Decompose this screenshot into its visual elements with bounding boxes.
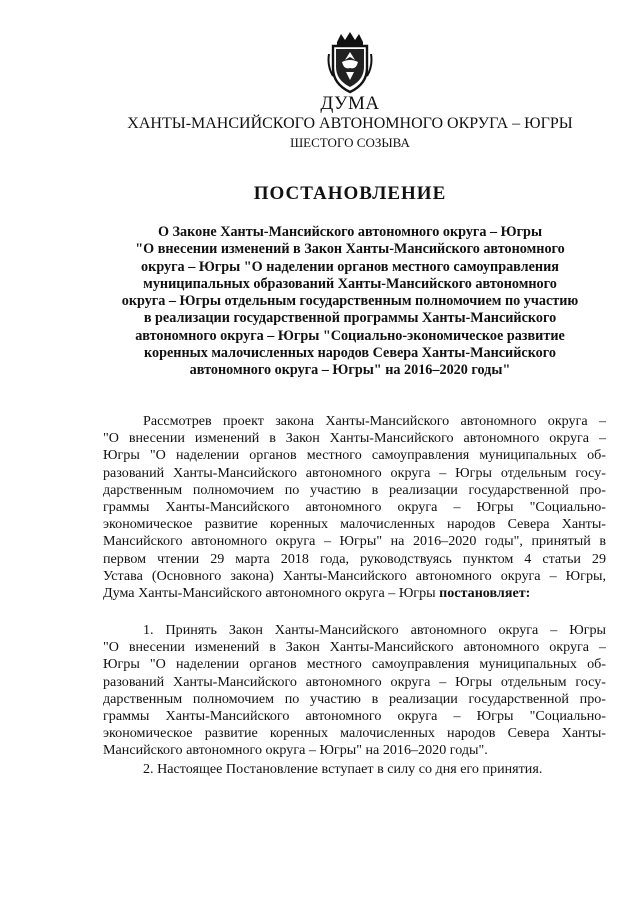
paragraph-line: граммы Ханты-Мансийского автономного округа – Югры "Социально-: [103, 498, 606, 515]
paragraph-line: дарственным полномочием по участию в реализации государственной про-: [103, 690, 606, 707]
paragraph-line: Югры "О наделении органов местного самоуправления муниципальных об-: [103, 656, 606, 673]
subject-line: О Законе Ханты-Мансийского автономного округа – Югры: [157, 224, 543, 240]
subject-line: "О внесении изменений в Закон Ханты-Мансийского автономного: [135, 241, 565, 258]
paragraph-line: "О внесении изменений в Закон Ханты-Мансийского автономного округа –: [103, 639, 606, 656]
convocation-heading: ШЕСТОГО СОЗЫВА: [290, 135, 410, 150]
paragraph-line: Устава (Основного закона) Ханты-Мансийского автономного округа – Югры,: [103, 567, 606, 584]
paragraph-line: экономическое развитие коренных малочисленных народов Севера Ханты-: [103, 725, 606, 742]
paragraph-line: граммы Ханты-Мансийского автономного округа – Югры "Социально-: [103, 707, 606, 724]
paragraph-line: "О внесении изменений в Закон Ханты-Мансийского автономного округа –: [103, 430, 606, 447]
document-subject: [95, 224, 605, 380]
resolution-item-1: [103, 622, 606, 760]
paragraph-line: первом чтении 29 марта 2018 года, руководствуясь пунктом 4 статьи 29: [103, 550, 606, 567]
paragraph-line: Югры "О наделении органов местного самоуправления муниципальных об-: [103, 447, 606, 464]
subject-line: автономного округа – Югры "Социально-экономическое развитие: [135, 327, 565, 344]
paragraph-line: 2. Настоящее Постановление вступает в силу со дня его принятия.: [143, 761, 543, 777]
paragraph-line-text: Дума Ханты-Мансийского автономного округа – Югры: [103, 584, 440, 601]
subject-line: округа – Югры отдельным государственным полномочием по участию: [121, 293, 579, 310]
document-title: ПОСТАНОВЛЕНИЕ: [253, 183, 447, 204]
paragraph-last-line: [103, 585, 606, 602]
resolution-item-2: [103, 761, 606, 778]
subject-line: автономного округа – Югры" на 2016–2020 годы": [189, 362, 511, 379]
paragraph-line: дарственным полномочием по участию в реализации государственной про-: [103, 481, 606, 498]
subject-line: округа – Югры "О наделении органов местного самоуправления: [141, 258, 559, 275]
resolves-keyword: постановляет:: [439, 584, 531, 601]
subject-line: муниципальных образований Ханты-Мансийского автономного: [143, 275, 557, 292]
okrug-heading: ХАНТЫ-МАНСИЙСКОГО АВТОНОМНОГО ОКРУГА – ЮГРЫ: [127, 115, 573, 132]
subject-line: коренных малочисленных народов Севера Ханты-Мансийского: [144, 345, 556, 362]
paragraph-line: Рассмотрев проект закона Ханты-Мансийского автономного округа –: [143, 413, 606, 429]
paragraph-line: Мансийского автономного округа – Югры" на 2016–2020 годы", принятый в: [103, 533, 606, 550]
preamble-paragraph: [103, 413, 606, 602]
coat-of-arms-icon: [327, 32, 373, 94]
paragraph-line: Мансийского автономного округа – Югры" на 2016–2020 годы".: [103, 742, 488, 759]
subject-line: в реализации государственной программы Ханты-Мансийского: [143, 310, 557, 327]
paragraph-line: разований Ханты-Мансийского автономного округа – Югры отдельным госу-: [103, 673, 606, 690]
paragraph-line: 1. Принять Закон Ханты-Мансийского автономного округа – Югры: [143, 622, 606, 638]
duma-heading: ДУМА: [320, 93, 380, 114]
paragraph-line: экономическое развитие коренных малочисленных народов Севера Ханты-: [103, 516, 606, 533]
paragraph-line: разований Ханты-Мансийского автономного округа – Югры отдельным госу-: [103, 464, 606, 481]
